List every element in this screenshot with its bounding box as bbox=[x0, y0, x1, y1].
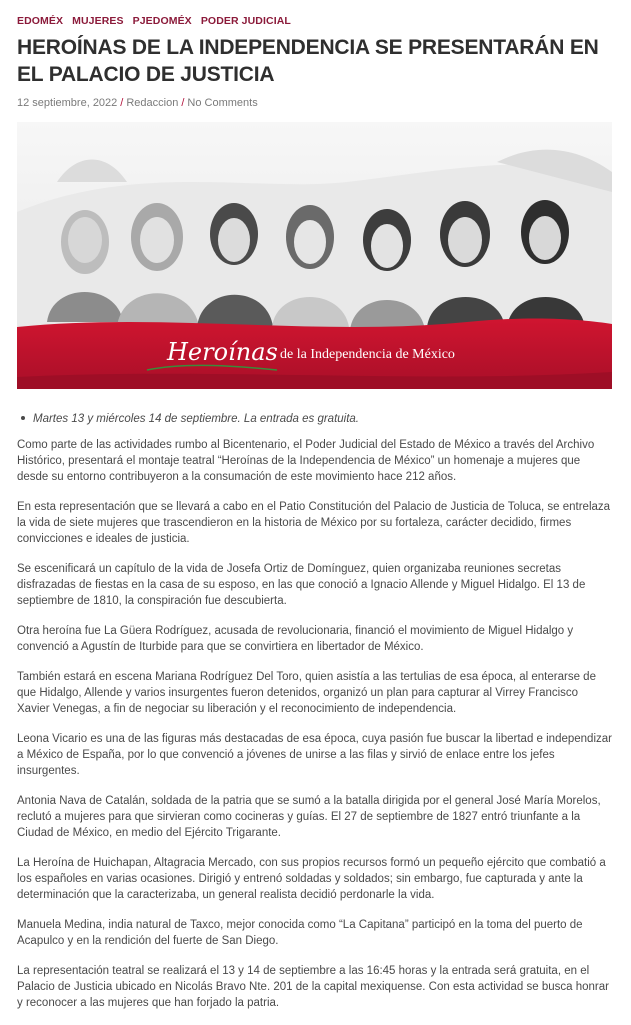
paragraph: Como parte de las actividades rumbo al Bicentenario, el Poder Judicial del Estado de México a través del Archivo Histórico, presentará el montaje teatral “Heroínas de la Independencia de México” un homenaje a mujeres que desde su entorno contribuyeron a la consumación de este movimiento hace 212 años. bbox=[17, 439, 595, 483]
paragraph: Otra heroína fue La Güera Rodríguez, acusada de revolucionaria, financió el movimiento de Miguel Hidalgo y convenció a Agustín de Iturbide para que se convirtiera en libertador de México. bbox=[17, 625, 574, 653]
comments-link[interactable]: No Comments bbox=[187, 97, 258, 109]
paragraph: También estará en escena Mariana Rodríguez Del Toro, quien asistía a las tertulias de esa época, al enterarse de que Hidalgo, Allende y varios insurgentes fueron detenidos, organizó un plan para capturar al Virrey Francisco Xavier Venegas, a fin de negociar su liberación y el reconocimiento de independencia. bbox=[17, 671, 596, 715]
paragraph: Manuela Medina, india natural de Taxco, mejor conocida como “La Capitana” participó en la toma del puerto de Acapulco y en la rendición del fuerte de San Diego. bbox=[17, 919, 583, 947]
article-body bbox=[17, 437, 612, 1025]
article-title: HEROÍNAS DE LA INDEPENDENCIA SE PRESENTARÁN EN EL PALACIO DE JUSTICIA bbox=[17, 36, 599, 86]
paragraph: La Heroína de Huichapan, Altagracia Mercado, con sus propios recursos formó un pequeño ejército que combatió a los españoles en varias ocasiones. Dirigió y entrenó soldadas y soldados; sin embargo, fue capturada y ante la determinación que la caracterizaba, un general realista decidió perdonarle la vida. bbox=[17, 857, 606, 901]
author-link[interactable]: Redaccion bbox=[126, 97, 179, 109]
paragraph: Antonia Nava de Catalán, soldada de la patria que se sumó a la batalla dirigida por el general José María Morelos, reclutó a mujeres para que sirvieran como cocineras y guías. El 27 de septiembre de 1827 entró triunfante a la Ciudad de México, en medio del Ejército Trigarante. bbox=[17, 795, 601, 839]
meta-separator: / bbox=[120, 97, 124, 109]
category-list bbox=[17, 15, 297, 27]
bullet-icon bbox=[21, 416, 25, 420]
event-highlight-text: Martes 13 y miércoles 14 de septiembre. La entrada es gratuita. bbox=[33, 413, 360, 425]
paragraph: Leona Vicario es una de las figuras más destacadas de esa época, cuya pasión fue buscar la libertad e independizar a México de España, por lo que convenció a jóvenes de unirse a las filas y sirvió de enlace entre los jefes insurgentes. bbox=[17, 733, 612, 777]
article-meta bbox=[17, 97, 258, 109]
meta-separator: / bbox=[181, 97, 185, 109]
post-date: 12 septiembre, 2022 bbox=[17, 97, 118, 109]
hero-subtitle: de la Independencia de México bbox=[280, 347, 455, 362]
category-link-poder-judicial[interactable]: PODER JUDICIAL bbox=[200, 15, 291, 27]
category-link-mujeres[interactable]: MUJERES bbox=[72, 15, 124, 27]
paragraph: En esta representación que se llevará a cabo en el Patio Constitución del Palacio de Justicia de Toluca, se entrelaza la vida de siete mujeres que trascendieron en la historia de México por su fortaleza, carácter decidido, firmes convicciones e ideales de justicia. bbox=[17, 501, 611, 545]
event-highlight bbox=[17, 413, 617, 425]
featured-image bbox=[17, 122, 612, 389]
paragraph: La representación teatral se realizará el 13 y 14 de septiembre a las 16:45 horas y la entrada será gratuita, en el Palacio de Justicia ubicado en Nicolás Bravo Nte. 201 de la capital mexiquense. Con esta actividad se busca honrar y reconocer a las mujeres que han forjado la patria. bbox=[17, 965, 609, 1009]
category-link-edomex[interactable]: EDOMÉX bbox=[17, 15, 64, 27]
category-link-pjedomex[interactable]: PJEDOMÉX bbox=[132, 15, 192, 27]
paragraph: Se escenificará un capítulo de la vida de Josefa Ortiz de Domínguez, quien organizaba reuniones secretas disfrazadas de fiestas en la casa de su esposo, en las que conoció a Ignacio Allende y Miguel Hidalgo. El 13 de septiembre de 1810, la conspiración fue descubierta. bbox=[17, 563, 586, 607]
hero-script-title: Heroínas bbox=[167, 338, 278, 366]
